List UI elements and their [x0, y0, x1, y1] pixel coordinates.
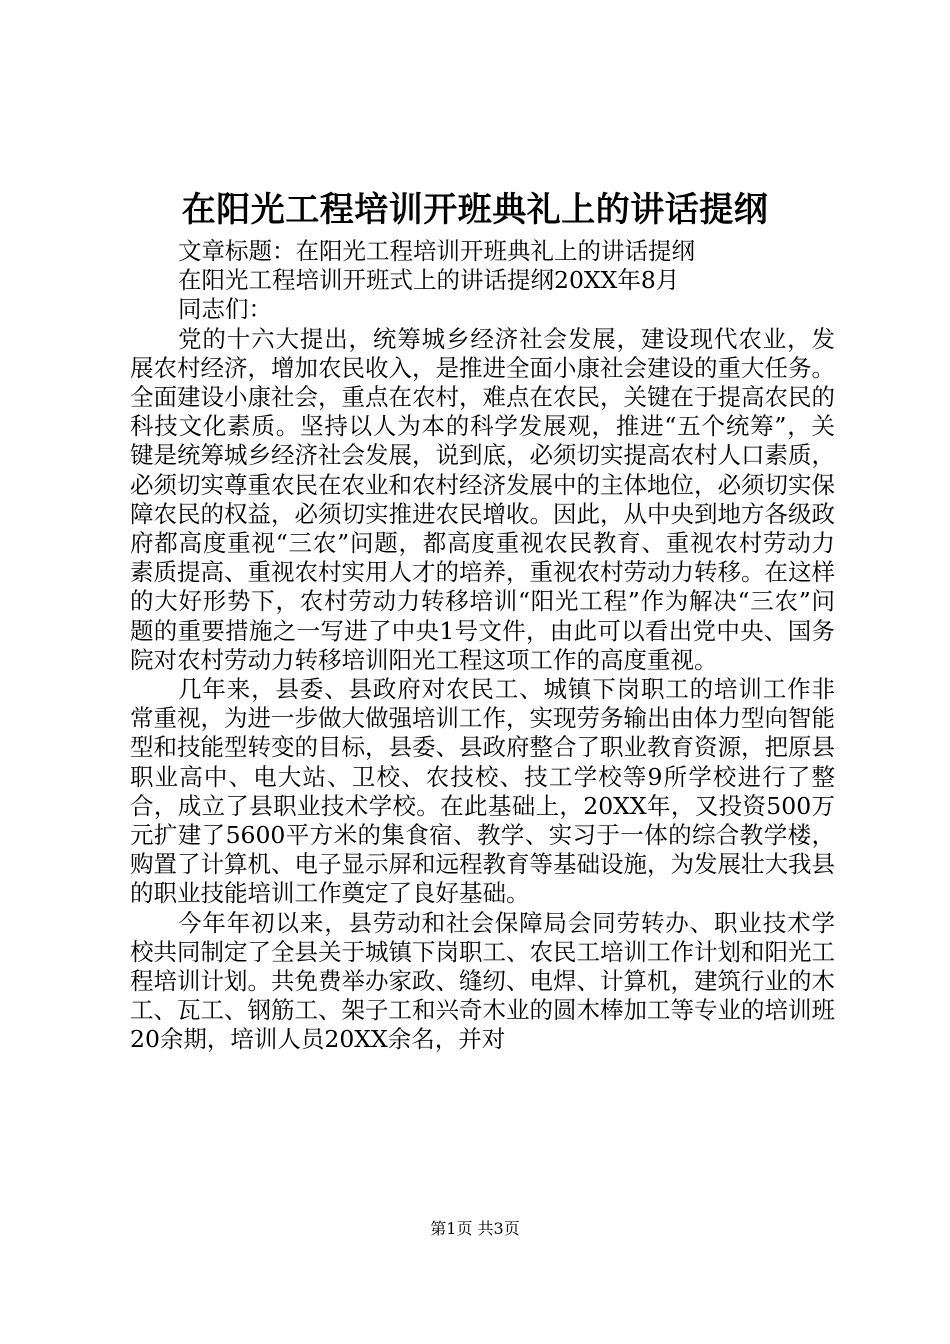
- document-title: 在阳光工程培训开班典礼上的讲话提纲: [181, 190, 769, 230]
- paragraph: 几年来，县委、县政府对农民工、城镇下岗职工的培训工作非常重视，为进一步做大做强培训工作，实现劳务输出由体力型向智能型和技能型转变的目标，县委、县政府整合了职业教育资源，把原县职业高中、电大站、卫校、农技校、技工学校等9所学校进行了整合，成立了县职业技术学校。在此基础上，20XX年，又投资500万元扩建了5600平方米的集食宿、教学、实习于一体的综合教学楼，购置了计算机、电子显示屏和远程教育等基础设施，为发展壮大我县的职业技能培训工作奠定了良好基础。: [130, 675, 835, 908]
- article-title-line: 文章标题：在阳光工程培训开班典礼上的讲话提纲: [178, 237, 695, 265]
- paragraph: 党的十六大提出，统筹城乡经济社会发展，建设现代农业，发展农村经济，增加农民收入，是推进全面小康社会建设的重大任务。全面建设小康社会，重点在农村，难点在农民，关键在于提高农民的科技文化素质。坚持以人为本的科学发展观，推进“五个统筹”，关键是统筹城乡经济社会发展，说到底，必须切实提高农村人口素质，必须切实尊重农民在农业和农村经济发展中的主体地位，必须切实保障农民的权益，必须切实推进农民增收。因此，从中央到地方各级政府都高度重视“三农”问题，都高度重视农民教育、重视农村劳动力素质提高、重视农村实用人才的培养，重视农村劳动力转移。在这样的大好形势下，农村劳动力转移培训“阳光工程”作为解决“三农”问题的重要措施之一写进了中央1号文件，由此可以看出党中央、国务院对农村劳动力转移培训阳光工程这项工作的高度重视。: [130, 324, 835, 674]
- salutation: 同志们：: [178, 295, 272, 324]
- subtitle-line: 在阳光工程培训开班式上的讲话提纲20XX年8月: [178, 266, 680, 295]
- page-number-footer: 第1页 共3页: [430, 1219, 520, 1238]
- document-body: [130, 237, 835, 1055]
- paragraph: 今年年初以来，县劳动和社会保障局会同劳转办、职业技术学校共同制定了全县关于城镇下岗职工、农民工培训工作计划和阳光工程培训计划。共免费举办家政、缝纫、电焊、计算机，建筑行业的木工、瓦工、钢筋工、架子工和兴奇木业的圆木棒加工等专业的培训班20余期，培训人员20XX余名，并对: [130, 908, 835, 1054]
